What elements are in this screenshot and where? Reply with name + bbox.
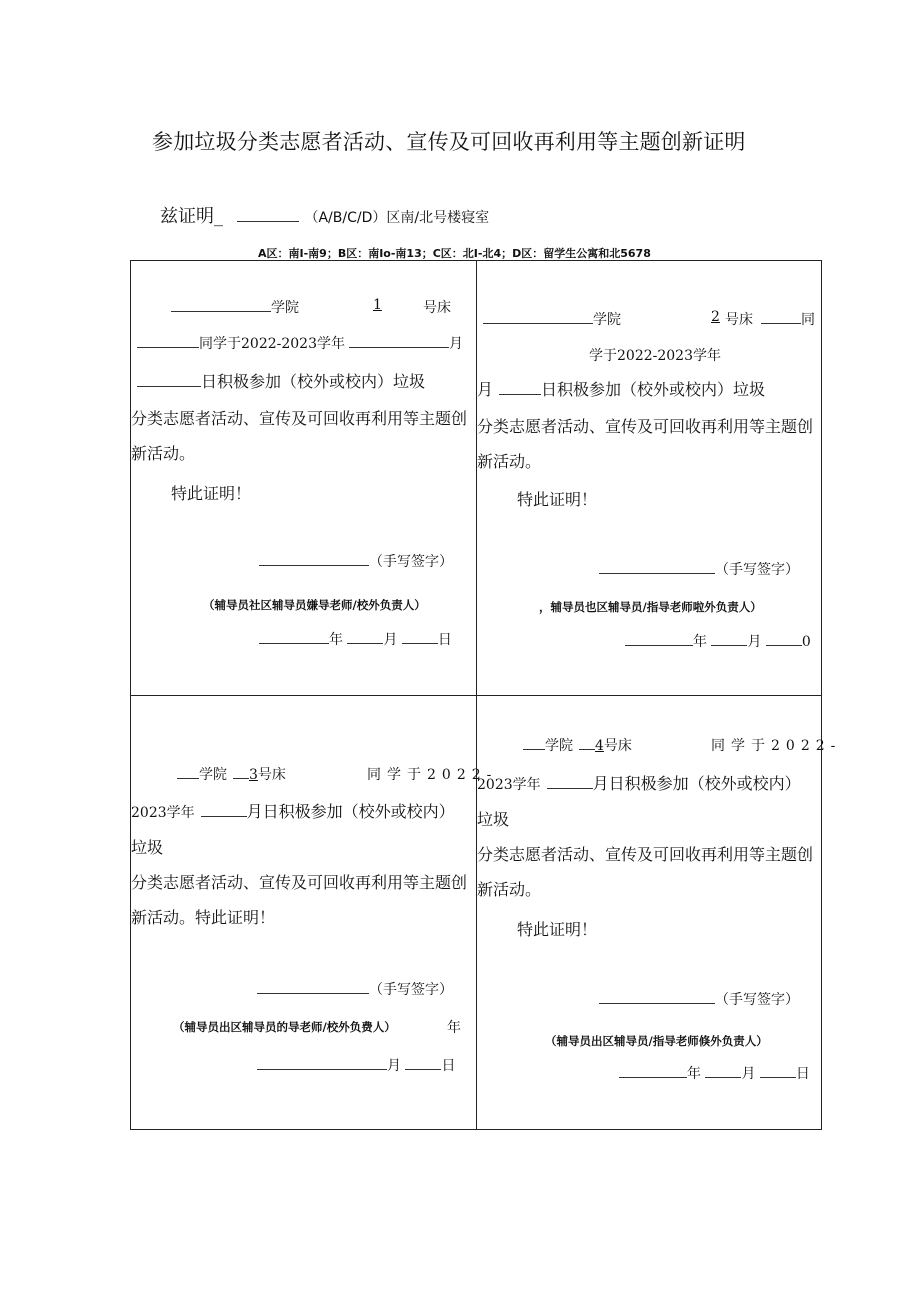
mon-blank-1[interactable] [347,629,383,644]
intro-line [160,202,489,228]
grid-divider-horizontal [131,695,821,696]
signature-label-4: （手写签字） [715,992,799,1008]
area-legend: A区：南I-南9；B区：南Io-南13；C区：北I-北4；D区：留学生公寓和北5678 [258,247,651,260]
bed-blank-4[interactable] [579,735,595,750]
date-blank-2[interactable] [766,631,802,646]
certify-text-4: 特此证明！ [517,920,598,939]
signer-role-2: ，辅导员也区辅导员/指导老师啦外负责人） [539,600,762,614]
dormitory-blank[interactable] [237,207,299,222]
activity-body-1: 分类志愿者活动、宣传及可回收再利用等主题创新活动。 [131,409,468,463]
day-label-2: 0 [801,634,811,650]
college-label-3: 学院 [199,767,227,783]
signer-role-4: （辅导员出区辅导员/指导老师倏外负责人） [545,1034,768,1048]
year-blank-2[interactable] [625,631,693,646]
month-blank-4[interactable] [547,774,593,789]
day-blank-2[interactable] [499,380,541,395]
college-blank-4[interactable] [523,735,545,750]
year-label-1: 年 [329,632,343,648]
name-blank-2[interactable] [761,309,801,324]
document-title: 参加垃圾分类志愿者活动、宣传及可回收再利用等主题创新证明 [152,130,746,154]
bed-blank-3[interactable] [233,764,249,779]
day-label-1: 日 [437,632,452,648]
activity-line-2: 日积极参加（校外或校内）垃圾 [541,380,766,399]
activity-line-1: 日积极参加（校外或校内）垃圾 [201,372,426,391]
tong-label-2: 同 [801,312,815,328]
year-line-2: 学于2022-2023学年 [589,348,721,364]
activity-body-4: 分类志愿者活动、宣传及可回收再利用等主题创新活动。 [477,845,814,899]
year-label-3: 年 [447,1020,461,1036]
signature-blank-4[interactable] [599,989,715,1004]
mon-label-1: 月 [383,632,398,648]
signature-blank-1[interactable] [259,551,369,566]
signature-label-3: （手写签字） [369,982,453,998]
month-blank-3[interactable] [201,802,247,817]
signature-label-1: （手写签字） [369,554,453,570]
certify-text-2: 特此证明！ [517,490,598,509]
name-blank-1[interactable] [137,333,199,348]
activity-line-3b: 垃圾 [131,838,164,857]
signature-blank-2[interactable] [599,559,715,574]
bed-label-2: 号床 [725,312,753,328]
college-label-1: 学院 [271,300,299,316]
month-label-2: 月 [477,380,494,399]
signer-role-3: （辅导员出区辅导员的导老师/校外负费人） [173,1020,396,1034]
mon-blank-2[interactable] [711,631,747,646]
bed-label-3: 号床 [257,767,286,783]
college-blank-1[interactable] [171,297,271,312]
tong-label-4: 同学于2022- [711,738,842,754]
activity-line-3: 月日积极参加（校外或校内） [246,802,455,821]
month-label-1: 月 [449,336,463,352]
year-line-4: 2023学年 [477,777,541,793]
day-blank-1[interactable] [137,372,201,387]
bed-label-1: 号床 [423,300,451,316]
tong-label-3: 同学于2022- [367,767,498,783]
bed-number-2: 2 [711,309,720,325]
year-label-4: 年 [687,1066,701,1082]
year-blank-4[interactable] [619,1063,687,1078]
signer-role-1: （辅导员社区辅导员嫌导老师/校外负责人） [203,598,426,612]
certificate-grid [130,260,842,1130]
mon-blank-4[interactable] [705,1063,741,1078]
mon-label-4: 月 [741,1066,756,1082]
college-label-4: 学院 [545,738,573,754]
bed-label-4: 号床 [603,738,632,754]
certify-text-1: 特此证明！ [171,484,252,503]
year-label-2: 年 [693,634,707,650]
mon-label-2: 月 [747,634,762,650]
intro-lead: 兹证明_ [160,206,223,227]
bed-number-3: 3 [249,767,258,783]
year-line-1: 同学于2022-2023学年 [199,336,345,352]
day-label-3: 日 [441,1058,456,1074]
mon-label-3: 月 [387,1058,401,1074]
date-blank-4[interactable] [760,1063,796,1078]
day-label-4: 日 [795,1066,810,1082]
activity-line-4: 月日积极参加（校外或校内） [592,774,801,793]
college-blank-3[interactable] [177,764,199,779]
date-blank-1[interactable] [402,629,438,644]
activity-body-2: 分类志愿者活动、宣传及可回收再利用等主题创新活动。 [477,417,814,471]
college-blank-2[interactable] [483,309,593,324]
year-line-3: 2023学年 [131,805,195,821]
activity-line-4b: 垃圾 [477,810,510,829]
bed-number-4: 4 [595,738,604,754]
bed-number-1: 1 [373,297,382,313]
month-blank-1[interactable] [349,333,449,348]
signature-blank-3[interactable] [257,979,369,994]
college-label-2: 学院 [593,312,621,328]
year-blank-1[interactable] [259,629,329,644]
activity-body-3: 分类志愿者活动、宣传及可回收再利用等主题创新活动。特此证明！ [131,873,468,927]
year-blank-3[interactable] [257,1055,387,1070]
date-blank-3[interactable] [405,1055,441,1070]
signature-label-2: （手写签字） [715,562,799,578]
intro-suffix: （A/B/C/D）区南/北号楼寝室 [304,210,490,226]
